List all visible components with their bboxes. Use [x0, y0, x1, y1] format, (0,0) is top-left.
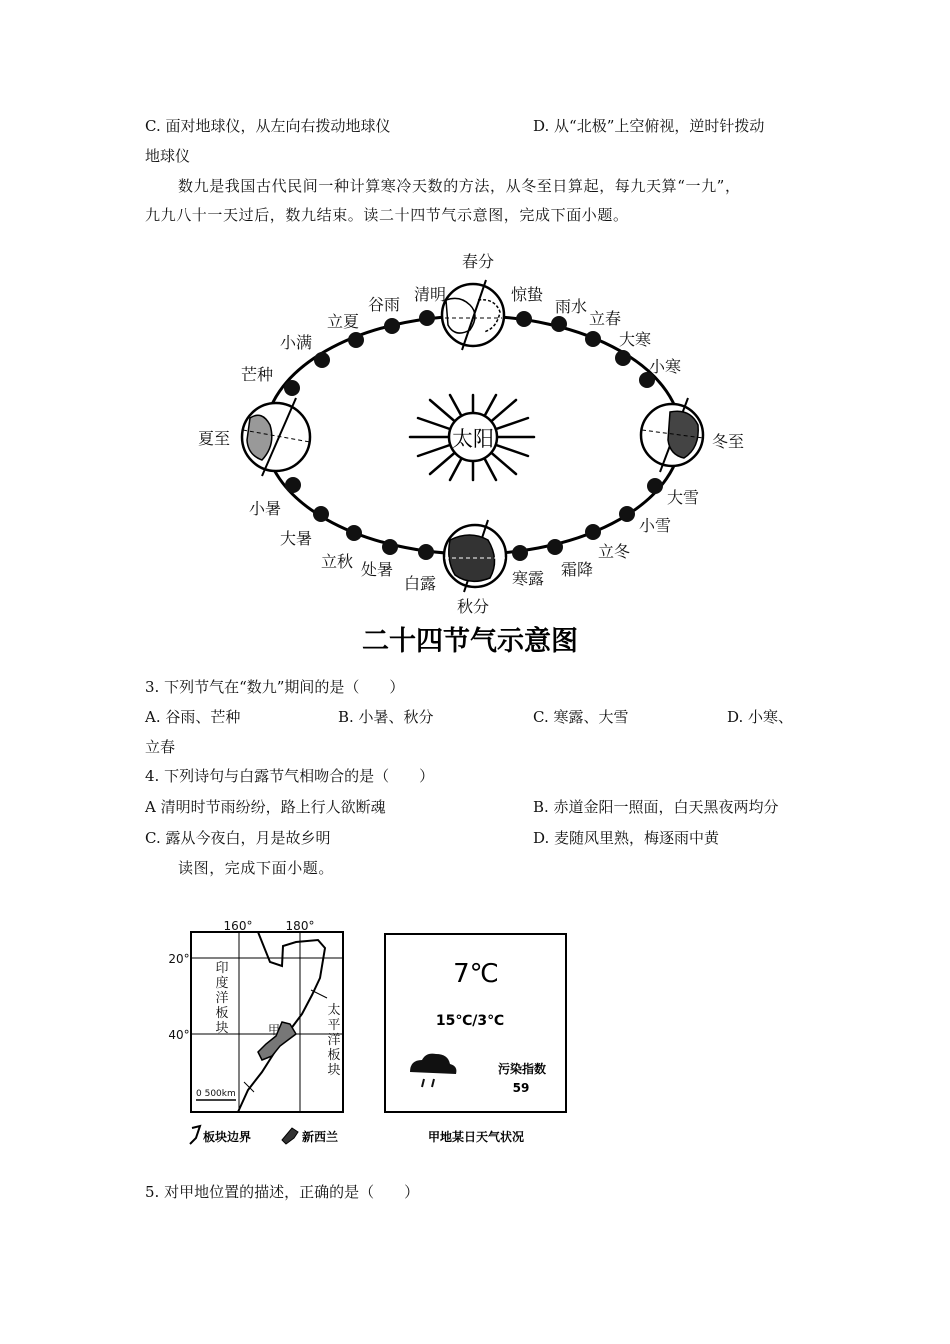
sun-label: 太阳 [452, 427, 494, 451]
dot-chushu [382, 539, 398, 555]
q4-option-b: B. 赤道金阳一照面，白天黑夜两均分 [533, 798, 779, 816]
q4-option-a: A 清明时节雨纷纷，路上行人欲断魂 [145, 798, 386, 816]
intro-2: 读图，完成下面小题。 [178, 859, 335, 877]
term-bailu: 白露 [403, 574, 437, 593]
dot-dahan [615, 350, 631, 366]
term-lichun: 立春 [588, 309, 622, 328]
dot-dashu [313, 506, 329, 522]
q3-option-c: C. 寒露、大雪 [533, 708, 629, 726]
q2-option-d-continued: 地球仪 [145, 147, 191, 165]
dot-daxue [647, 478, 663, 494]
term-qingming: 清明 [413, 285, 447, 304]
q4-option-d: D. 麦随风里熟，梅逐雨中黄 [533, 829, 720, 847]
figure1-title: 二十四节气示意图 [362, 626, 578, 657]
q2-option-d: D. 从“北极”上空俯视，逆时针拨动 [533, 117, 765, 135]
dot-liqiu [346, 525, 362, 541]
dot-xiaoshu [285, 477, 301, 493]
term-liqiu: 立秋 [320, 552, 354, 571]
lat-20: 20° [168, 952, 190, 966]
term-lixia: 立夏 [326, 312, 360, 331]
term-xiazhi: 夏至 [197, 429, 231, 448]
nz-legend-icon [282, 1128, 298, 1144]
term-dashu: 大暑 [279, 529, 313, 548]
earth-globe-winter [641, 398, 703, 472]
term-shuangjiang: 霜降 [560, 560, 594, 579]
term-xiaohan: 小寒 [648, 357, 682, 376]
term-jingzhe: 惊蛰 [510, 285, 544, 304]
lon-180: 180° [285, 919, 315, 933]
plate-right-label [327, 1002, 340, 1078]
pollution-label: 污染指数 [497, 1062, 547, 1076]
svg-text:板: 板 [327, 1048, 341, 1063]
dot-jingzhe [516, 311, 532, 327]
plate-left-label [215, 961, 228, 1036]
q3-option-a: A. 谷雨、芒种 [145, 708, 241, 726]
q3-option-b: B. 小暑、秋分 [338, 708, 434, 726]
svg-text:度: 度 [215, 976, 229, 991]
dot-guyu [384, 318, 400, 334]
dot-shuangjiang [547, 539, 563, 555]
dot-mangzhong [284, 380, 300, 396]
q4-option-c: C. 露从今夜白，月是故乡明 [145, 829, 331, 847]
q5-stem: 5. 对甲地位置的描述，正确的是（ ） [145, 1183, 420, 1201]
term-qiufen: 秋分 [456, 597, 490, 616]
dot-hanlu [512, 545, 528, 561]
intro-line-1: 数九是我国古代民间一种计算寒冷天数的方法，从冬至日算起，每九天算“一九”， [178, 177, 741, 195]
lat-40: 40° [168, 1028, 190, 1042]
dot-qingming [419, 310, 435, 326]
dot-xiaoman [314, 352, 330, 368]
temp-range: 15℃/3℃ [435, 1013, 505, 1029]
dot-yushui [551, 316, 567, 332]
svg-text:洋: 洋 [327, 1033, 341, 1048]
dot-lidong [585, 524, 601, 540]
q2-option-c: C. 面对地球仪，从左向右拨动地球仪 [145, 117, 391, 135]
lon-160: 160° [223, 919, 253, 933]
earth-globe-spring [442, 280, 504, 350]
term-xiaoxue: 小雪 [638, 516, 672, 535]
term-lidong: 立冬 [597, 542, 631, 561]
dot-lichun [585, 331, 601, 347]
svg-text:块: 块 [327, 1063, 341, 1078]
svg-text:块: 块 [215, 1021, 229, 1036]
term-hanlu: 寒露 [511, 569, 545, 588]
dot-lixia [348, 332, 364, 348]
earth-globe-summer [242, 398, 310, 476]
term-dongzhi: 冬至 [711, 432, 745, 451]
dot-bailu [418, 544, 434, 560]
weather-caption: 甲地某日天气状况 [427, 1130, 525, 1144]
legend-nz: 新西兰 [302, 1130, 339, 1144]
map-frame [191, 932, 343, 1112]
q3-stem: 3. 下列节气在“数九”期间的是（ ） [145, 678, 405, 696]
svg-text:太: 太 [327, 1003, 341, 1018]
solar-terms-figure [180, 245, 770, 665]
term-xiaoman: 小满 [279, 333, 313, 352]
svg-text:洋: 洋 [215, 991, 229, 1006]
svg-text:板: 板 [215, 1006, 229, 1021]
term-chunfen: 春分 [461, 252, 495, 271]
term-mangzhong: 芒种 [240, 365, 274, 384]
intro-line-2: 九九八十一天过后，数九结束。读二十四节气示意图，完成下面小题。 [145, 206, 629, 224]
svg-text:印: 印 [215, 961, 229, 976]
term-xiaoshu: 小暑 [248, 499, 282, 518]
boundary-legend-icon [190, 1126, 200, 1144]
pollution-value: 59 [512, 1081, 530, 1095]
svg-text:平: 平 [327, 1018, 341, 1033]
q3-option-d: D. 小寒、 [727, 708, 794, 726]
term-daxue: 大雪 [666, 488, 700, 507]
scale-label: 0 500km [196, 1089, 236, 1099]
dot-xiaoxue [619, 506, 635, 522]
term-yushui: 雨水 [554, 297, 588, 316]
q3-option-d-continued: 立春 [145, 738, 176, 756]
point-jia: 甲 [268, 1023, 281, 1037]
q4-stem: 4. 下列诗句与白露节气相吻合的是（ ） [145, 767, 435, 785]
term-dahan: 大寒 [618, 330, 652, 349]
earth-globe-autumn [444, 520, 506, 592]
legend-boundary: 板块边界 [203, 1130, 252, 1144]
temp-now: 7℃ [453, 959, 499, 989]
term-guyu: 谷雨 [367, 295, 401, 314]
term-chushu: 处暑 [360, 560, 394, 579]
map-weather-figure [160, 912, 580, 1152]
